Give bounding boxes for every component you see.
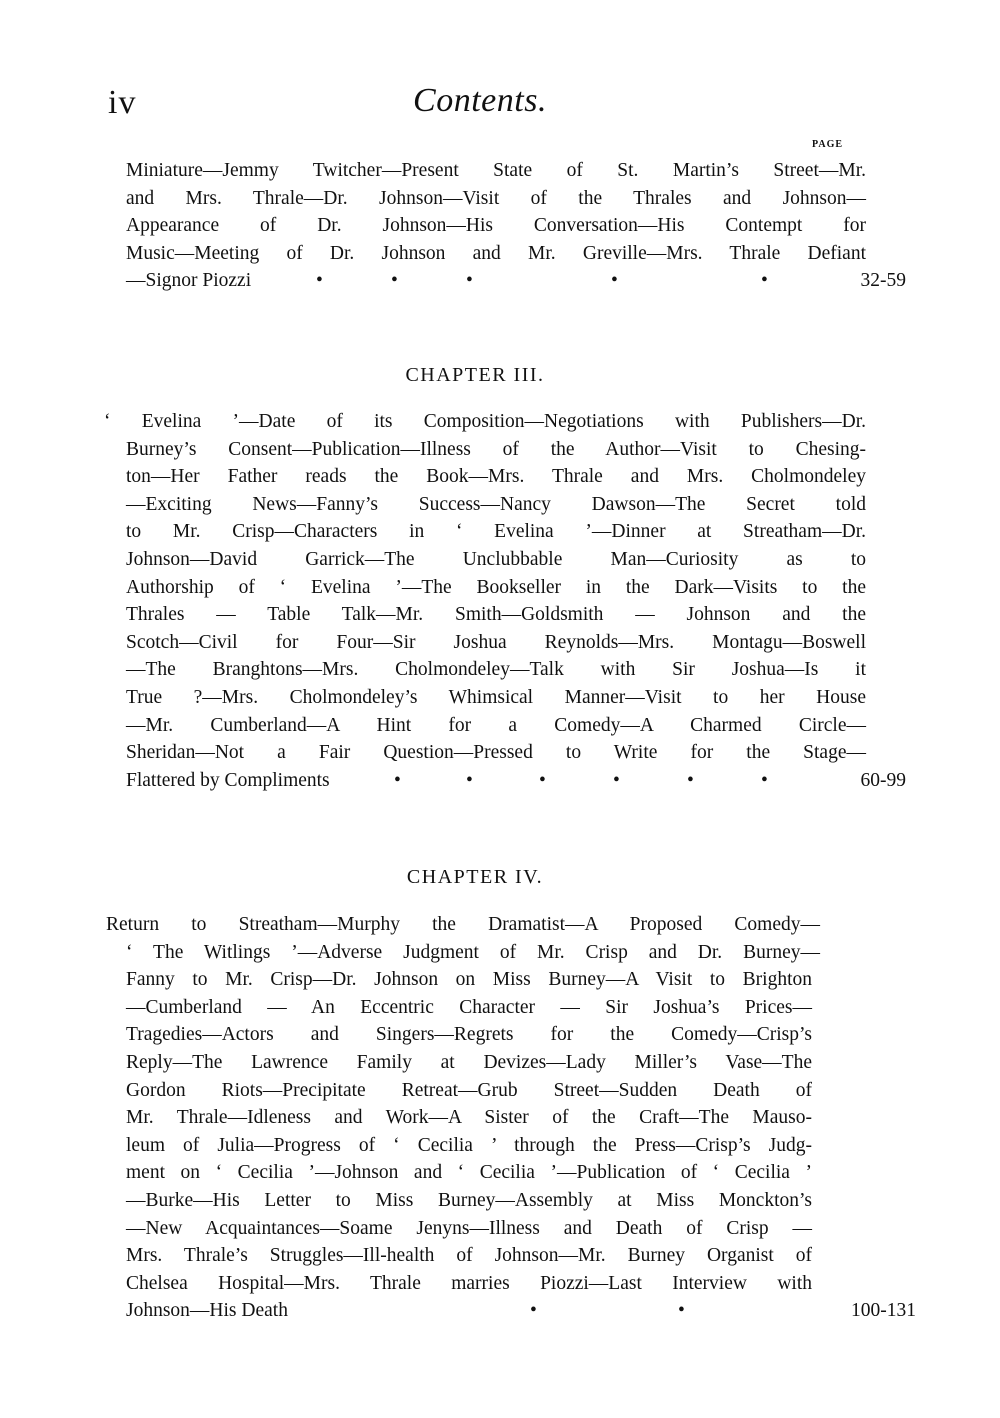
entry-line: to Mr. Crisp—Characters in ‘ Evelina ’—Dinner at Streatham—Dr. — [126, 521, 866, 543]
contents-entry-chapter-3 — [104, 408, 906, 794]
entry-line: —Burke—His Letter to Miss Burney—Assembly at Miss Monckton’s — [126, 1189, 812, 1211]
entry-line: Miniature—Jemmy Twitcher—Present State of St. Martin’s Street—Mr. — [126, 160, 866, 181]
leader-dot: • — [613, 769, 620, 791]
leader-dot: • — [687, 769, 694, 791]
entry-line: ment on ‘ Cecilia ’—Johnson and ‘ Cecilia ’—Publication of ‘ Cecilia ’ — [126, 1162, 812, 1184]
entry-line: Johnson—David Garrick—The Unclubbable Man—Curiosity as to — [126, 548, 866, 570]
leader-dot: • — [611, 270, 618, 292]
entry-line: Appearance of Dr. Johnson—His Conversation—His Contempt for — [126, 215, 866, 237]
leader-dot: • — [530, 1300, 537, 1322]
contents-entry-chapter-2-continued — [126, 157, 906, 295]
entry-line: Music—Meeting of Dr. Johnson and Mr. Greville—Mrs. Thrale Defiant — [126, 242, 866, 264]
entry-last-line — [126, 767, 906, 795]
entry-line: Burney’s Consent—Publication—Illness of the Author—Visit to Chesing- — [126, 438, 866, 460]
entry-line: Fanny to Mr. Crisp—Dr. Johnson on Miss Burney—A Visit to Brighton — [126, 969, 812, 991]
entry-line: Scotch—Civil for Four—Sir Joshua Reynolds—Mrs. Montagu—Boswell — [126, 631, 866, 653]
leader-dot: • — [391, 270, 398, 292]
entry-line: Tragedies—Actors and Singers—Regrets for the Comedy—Crisp’s — [126, 1024, 812, 1046]
entry-line: Reply—The Lawrence Family at Devizes—Lady Miller’s Vase—The — [126, 1051, 812, 1073]
leader-dot: • — [678, 1300, 685, 1322]
entry-line: and Mrs. Thrale—Dr. Johnson—Visit of the Thrales and Johnson— — [126, 187, 866, 209]
entry-line: Authorship of ‘ Evelina ’—The Bookseller in the Dark—Visits to the — [126, 576, 866, 598]
entry-line: Return to Streatham—Murphy the Dramatist—A Proposed Comedy— — [106, 914, 820, 935]
leader-dot: • — [394, 769, 401, 791]
entry-line: Sheridan—Not a Fair Question—Pressed to Write for the Stage— — [126, 742, 866, 764]
entry-line: —Mr. Cumberland—A Hint for a Comedy—A Charmed Circle— — [126, 714, 866, 736]
entry-line: Chelsea Hospital—Mrs. Thrale marries Piozzi—Last Interview with — [126, 1272, 812, 1294]
entry-line: Thrales — Table Talk—Mr. Smith—Goldsmith — Johnson and the — [126, 604, 866, 626]
entry-line: —Cumberland — An Eccentric Character — Sir Joshua’s Prices— — [126, 996, 812, 1018]
page-range: 100-131 — [851, 1300, 916, 1322]
entry-line: —Exciting News—Fanny’s Success—Nancy Dawson—The Secret told — [126, 493, 866, 515]
entry-line: —New Acquaintances—Soame Jenyns—Illness and Death of Crisp — — [126, 1217, 812, 1239]
running-title: Contents. — [413, 82, 547, 119]
page-range: 32-59 — [860, 270, 906, 292]
chapter-heading: CHAPTER IV. — [406, 866, 544, 888]
entry-line: Mrs. Thrale’s Struggles—Ill-health of Johnson—Mr. Burney Organist of — [126, 1245, 812, 1267]
leader-dot: • — [316, 270, 323, 292]
entry-line: ‘ The Witlings ’—Adverse Judgment of Mr. Crisp and Dr. Burney— — [126, 941, 820, 963]
leader-dot: • — [466, 270, 473, 292]
page-number: iv — [108, 84, 137, 121]
entry-line: ton—Her Father reads the Book—Mrs. Thrale and Mrs. Cholmondeley — [126, 466, 866, 488]
entry-last-line — [126, 1297, 916, 1325]
entry-line: Johnson—His Death — [126, 1300, 288, 1322]
entry-line: True ?—Mrs. Cholmondeley’s Whimsical Manner—Visit to her House — [126, 686, 866, 708]
entry-line: Mr. Thrale—Idleness and Work—A Sister of the Craft—The Mauso- — [126, 1107, 812, 1129]
entry-line: leum of Julia—Progress of ‘ Cecilia ’ through the Press—Crisp’s Judg- — [126, 1134, 812, 1156]
contents-entry-chapter-4 — [106, 911, 916, 1325]
entry-line: —Signor Piozzi — [126, 270, 252, 292]
leader-dot: • — [539, 769, 546, 791]
page-range: 60-99 — [860, 769, 906, 791]
entry-line: Gordon Riots—Precipitate Retreat—Grub Street—Sudden Death of — [126, 1079, 812, 1101]
leader-dot: • — [761, 270, 768, 292]
leader-dot: • — [466, 769, 473, 791]
entry-line: Flattered by Compliments — [126, 769, 330, 791]
entry-line: ‘ Evelina ’—Date of its Composition—Negotiations with Publishers—Dr. — [104, 411, 866, 432]
chapter-heading: CHAPTER III. — [405, 364, 545, 386]
page-column-label: PAGE — [812, 139, 844, 150]
entry-line: —The Branghtons—Mrs. Cholmondeley—Talk with Sir Joshua—Is it — [126, 659, 866, 681]
leader-dot: • — [761, 769, 768, 791]
entry-last-line — [126, 267, 906, 295]
